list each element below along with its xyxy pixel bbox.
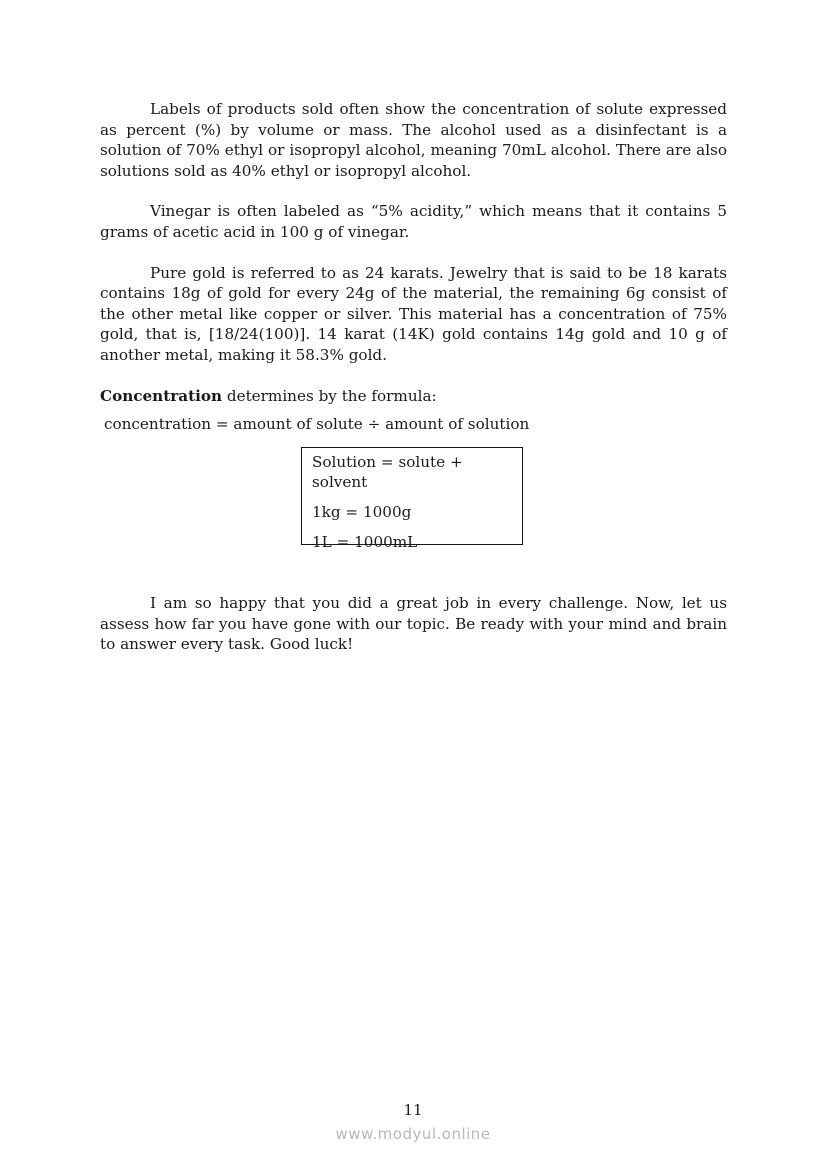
formula-intro-text: determines by the formula: [222, 386, 437, 405]
formula-box [301, 447, 523, 551]
closing-paragraph: I am so happy that you did a great job in every challenge. Now, let us assess how far you have gone with our topic. Be ready with your mind and brain to answer every task. Good luck! [100, 594, 727, 654]
formula-intro [100, 386, 727, 407]
concentration-equation: concentration = amount of solute ÷ amount of solution [104, 415, 530, 434]
formula-box-kg: 1kg = 1000g [312, 503, 412, 521]
paragraph-gold-karats: Pure gold is referred to as 24 karats. Jewelry that is said to be 18 karats contains 18g of gold for every 24g of the material, the remaining 6g consist of the other metal like copper or silver. This material has a concentration of 75% gold, that is, [18/24(100)]. 14 karat (14K) gold contains 14g gold and 10 g of another metal, making it 58.3% gold. [100, 263, 727, 364]
watermark: www.modyul.online [335, 1125, 491, 1143]
formula-box-liter: 1L = 1000mL [312, 533, 418, 551]
page-content [100, 99, 727, 654]
paragraph-vinegar: Vinegar is often labeled as “5% acidity,” which means that it contains 5 grams of acetic acid in 100 g of vinegar. [100, 202, 727, 241]
formula-box-solution: Solution = solute + solvent [312, 453, 463, 491]
page-number: 11 [403, 1101, 423, 1119]
paragraph-percent-labels: Labels of products sold often show the concentration of solute expressed as percent (%) by volume or mass. The alcohol used as a disinfectant is a solution of 70% ethyl or isopropyl alcohol, meaning 70mL alcohol. There are also solutions sold as 40% ethyl or isopropyl alcohol. [100, 100, 727, 180]
formula-term: Concentration [100, 386, 223, 405]
